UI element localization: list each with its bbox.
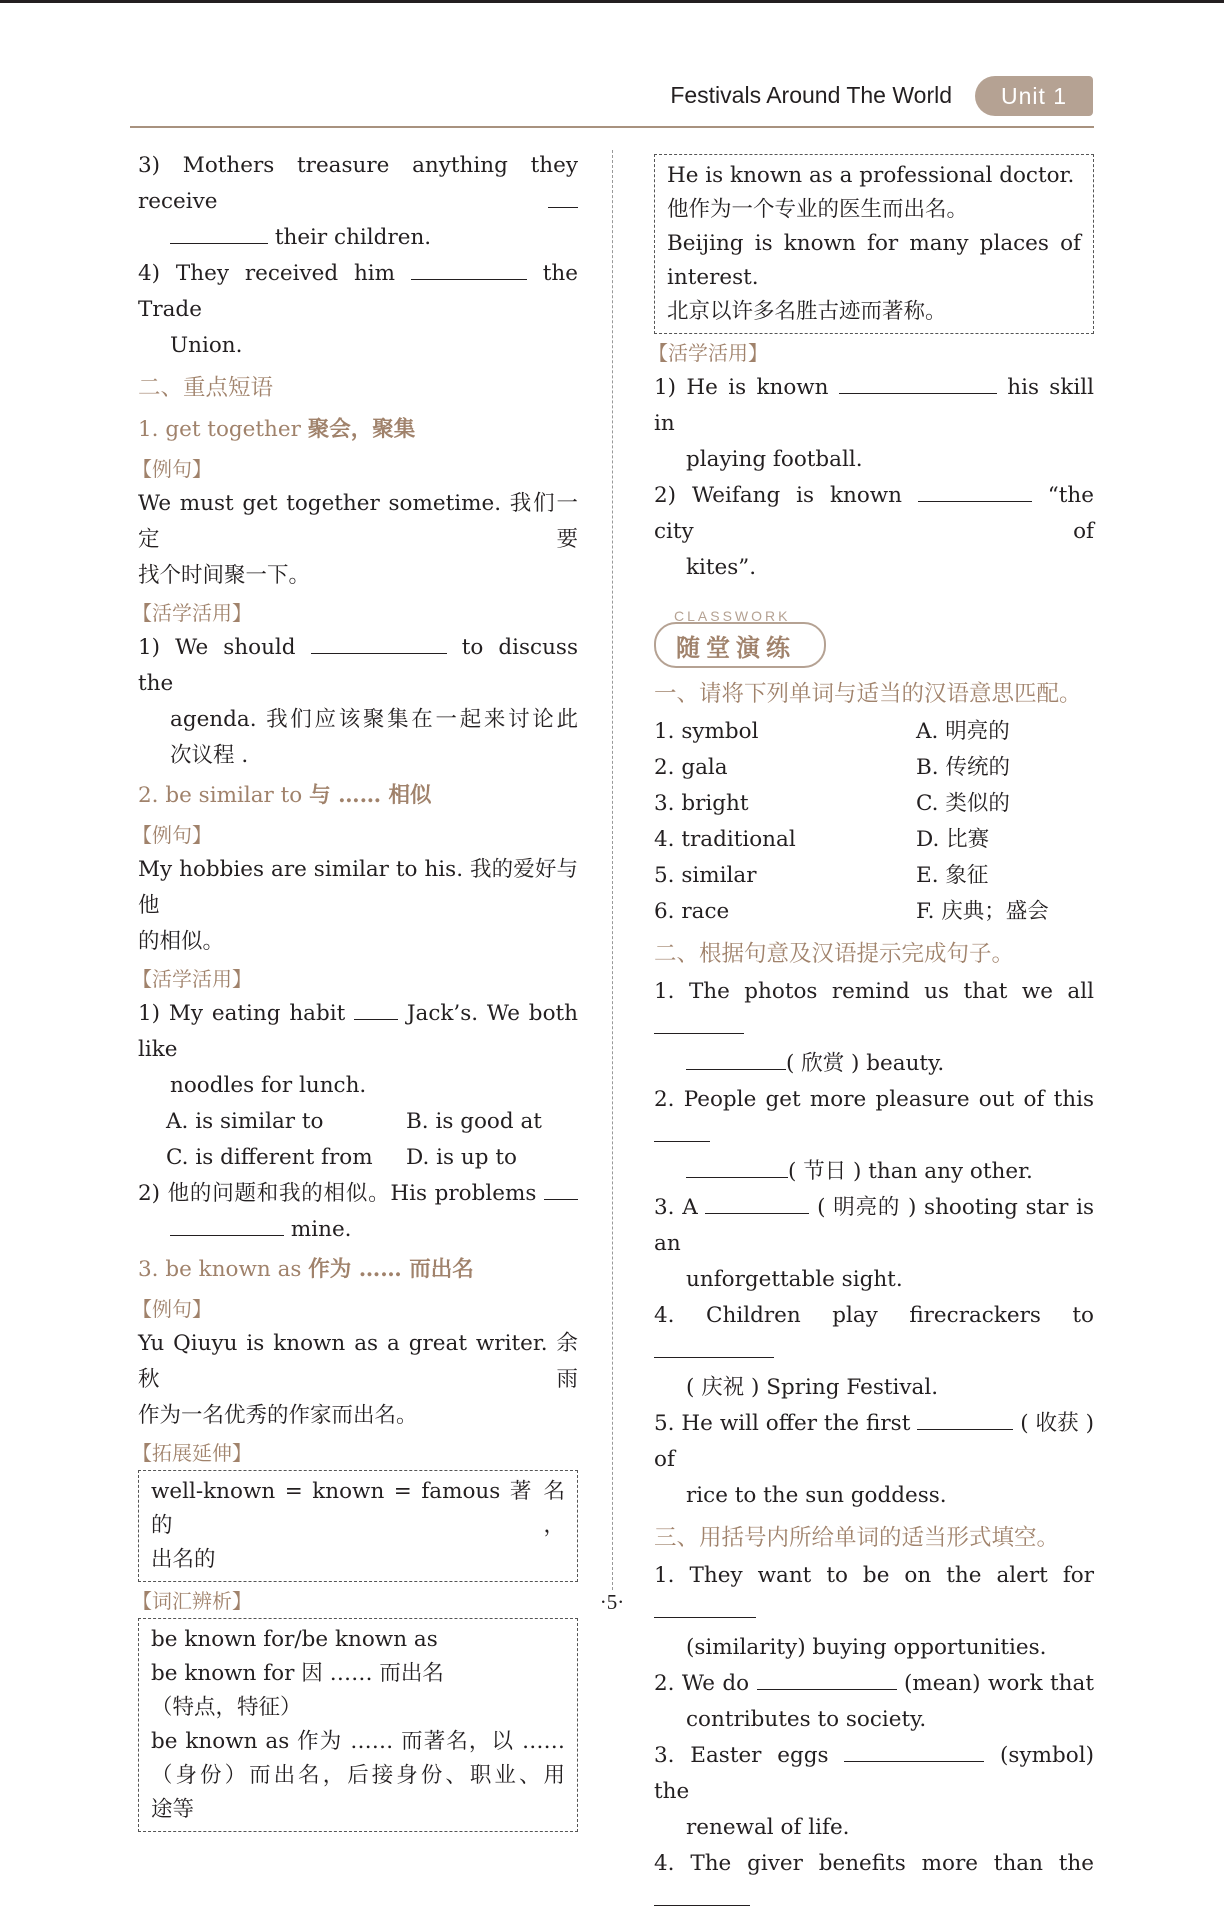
matching-row: 1. symbol A. 明亮的 <box>654 719 1010 744</box>
item-4-line-2: Union. <box>170 333 243 358</box>
practice-line: playing football. <box>686 447 863 472</box>
tag-practice: 【活学活用】 <box>648 341 768 365</box>
answer-blank[interactable] <box>654 1595 756 1618</box>
exercise-line: 1. The photos remind us that we all <box>654 974 1094 1046</box>
item-3-line-2: their children. <box>138 220 578 256</box>
column-divider <box>612 150 613 1590</box>
unit-badge: Unit 1 <box>975 76 1093 116</box>
tag-practice: 【活学活用】 <box>132 967 252 991</box>
known-as-example-box <box>654 154 1094 334</box>
header-rule <box>130 126 1094 128</box>
practice-line: kites”. <box>686 555 757 580</box>
matching-row: 4. traditional D. 比赛 <box>654 827 990 852</box>
exercise-line: rice to the sun goddess. <box>686 1483 947 1508</box>
answer-blank[interactable] <box>839 371 997 394</box>
box-line: 途等 <box>151 1797 195 1822</box>
answer-blank[interactable] <box>917 1407 1013 1430</box>
phrase-heading-3: 3. be known as 作为 …… 而出名 <box>138 1257 474 1282</box>
answer-blank[interactable] <box>654 1011 744 1034</box>
page-number: ·5· <box>599 1590 625 1614</box>
answer-blank[interactable] <box>354 997 398 1020</box>
answer-blank[interactable] <box>918 479 1032 502</box>
practice-line: 次议程 . <box>170 743 249 768</box>
exercise-line: (similarity) buying opportunities. <box>686 1635 1047 1660</box>
box-line: interest. <box>667 265 759 290</box>
section-heading-complete-sentences: 二、根据句意及汉语提示完成句子。 <box>654 941 1015 967</box>
answer-blank[interactable] <box>654 1335 774 1358</box>
option-d[interactable]: D. is up to <box>406 1145 517 1170</box>
practice-line: agenda. 我们应该聚集在一起来讨论此 <box>170 707 578 732</box>
item-4-line-1: 4) They received him the Trade <box>138 256 578 328</box>
box-line: Beijing is known for many places of <box>667 231 1081 256</box>
box-line: be known for/be known as <box>151 1627 438 1652</box>
matching-row: 6. race F. 庆典；盛会 <box>654 899 1049 924</box>
top-border <box>0 0 1224 3</box>
phrase-heading-2: 2. be similar to 与 …… 相似 <box>138 783 432 808</box>
answer-blank[interactable] <box>170 1213 284 1236</box>
example-line: 作为一名优秀的作家而出名。 <box>138 1403 418 1428</box>
practice-line: 1) My eating habit Jack’s. We both like <box>138 996 578 1068</box>
answer-blank[interactable] <box>705 1191 809 1214</box>
example-line: We must get together sometime. 我们一定要 <box>138 491 578 552</box>
exercise-line: 2. We do (mean) work that <box>654 1666 1094 1702</box>
exercise-line: 5. He will offer the first ( 收获 ) of <box>654 1406 1094 1478</box>
item-3-line-1: 3) Mothers treasure anything they receive <box>138 153 578 214</box>
practice-line: 1) He is known his skill in <box>654 370 1094 442</box>
box-line: 他作为一个专业的医生而出名。 <box>667 197 969 222</box>
answer-blank[interactable] <box>686 1155 788 1178</box>
example-line: 的相似。 <box>138 929 225 954</box>
box-line: well-known = known = famous 著 名 的 ， <box>151 1479 565 1538</box>
answer-blank[interactable] <box>654 1119 710 1142</box>
option-a[interactable]: A. is similar to <box>166 1109 324 1134</box>
matching-row: 3. bright C. 类似的 <box>654 791 1010 816</box>
running-header-title: Festivals Around The World <box>670 82 952 108</box>
classwork-title: 随堂演练 <box>676 634 796 662</box>
classwork-badge <box>654 608 1094 670</box>
option-c[interactable]: C. is different from <box>166 1145 373 1170</box>
vocab-box <box>138 1618 578 1832</box>
answer-blank[interactable] <box>411 257 527 280</box>
answer-blank[interactable] <box>548 185 578 208</box>
tag-vocab: 【词汇辨析】 <box>132 1589 252 1613</box>
exercise-line: ( 庆祝 ) Spring Festival. <box>686 1375 939 1400</box>
box-line: be known for 因 …… 而出名 <box>151 1661 444 1686</box>
tag-extend: 【拓展延伸】 <box>132 1441 252 1465</box>
matching-row: 5. similar E. 象征 <box>654 863 989 888</box>
phrase-heading-1: 1. get together 聚会，聚集 <box>138 417 416 442</box>
exercise-line: 3. A ( 明亮的 ) shooting star is an <box>654 1190 1094 1262</box>
tag-practice: 【活学活用】 <box>132 601 252 625</box>
example-line: My hobbies are similar to his. 我的爱好与他 <box>138 857 578 918</box>
answer-blank[interactable] <box>686 1047 786 1070</box>
box-line: （身份）而出名，后接身份、职业、用 <box>151 1763 565 1788</box>
answer-blank[interactable] <box>844 1739 984 1762</box>
answer-blank[interactable] <box>757 1667 897 1690</box>
answer-blank[interactable] <box>544 1177 578 1200</box>
classwork-label: CLASSWORK <box>674 608 791 624</box>
answer-blank[interactable] <box>654 1883 750 1906</box>
left-column <box>132 148 578 1832</box>
exercise-line: ( 欣赏 ) beauty. <box>654 1046 1094 1082</box>
tag-example: 【例句】 <box>132 457 212 481</box>
exercise-line: 3. Easter eggs (symbol) the <box>654 1738 1094 1810</box>
exercise-line: unforgettable sight. <box>686 1267 903 1292</box>
exercise-line: renewal of life. <box>686 1815 850 1840</box>
options-row <box>138 1140 578 1176</box>
example-line: Yu Qiuyu is known as a great writer. 余秋雨 <box>138 1331 578 1392</box>
section-heading-word-forms: 三、用括号内所给单词的适当形式填空。 <box>654 1525 1060 1551</box>
practice-line: noodles for lunch. <box>170 1073 367 1098</box>
section-heading-key-phrases: 二、重点短语 <box>138 375 274 401</box>
exercise-line: 4. The giver benefits more than the <box>654 1846 1094 1918</box>
answer-blank[interactable] <box>170 221 268 244</box>
box-line: （特点，特征） <box>151 1695 302 1720</box>
example-line: 找个时间聚一下。 <box>138 563 311 588</box>
box-line: 北京以许多名胜古迹而著称。 <box>667 299 947 324</box>
matching-row: 2. gala B. 传统的 <box>654 755 1010 780</box>
option-b[interactable]: B. is good at <box>406 1109 542 1134</box>
exercise-line: 1. They want to be on the alert for <box>654 1558 1094 1630</box>
practice-line: 2) 他的问题和我的相似。His problems <box>138 1176 578 1212</box>
extend-box <box>138 1470 578 1582</box>
practice-line: 2) Weifang is known “the city of <box>654 478 1094 550</box>
exercise-line: contributes to society. <box>686 1707 927 1732</box>
exercise-line: 2. People get more pleasure out of this <box>654 1082 1094 1154</box>
right-column <box>648 148 1095 1918</box>
tag-example: 【例句】 <box>132 823 212 847</box>
tag-example: 【例句】 <box>132 1297 212 1321</box>
options-row <box>138 1104 578 1140</box>
box-line: He is known as a professional doctor. <box>667 163 1075 188</box>
box-line: 出名的 <box>151 1547 216 1572</box>
exercise-line: ( 节日 ) than any other. <box>654 1154 1094 1190</box>
section-heading-matching: 一、请将下列单词与适当的汉语意思匹配。 <box>654 681 1082 707</box>
practice-line: mine. <box>138 1212 578 1248</box>
answer-blank[interactable] <box>311 631 447 654</box>
practice-line: 1) We should to discuss the <box>138 630 578 702</box>
exercise-line: 4. Children play firecrackers to <box>654 1298 1094 1370</box>
box-line: be known as 作为 …… 而著名，以 …… <box>151 1729 565 1754</box>
